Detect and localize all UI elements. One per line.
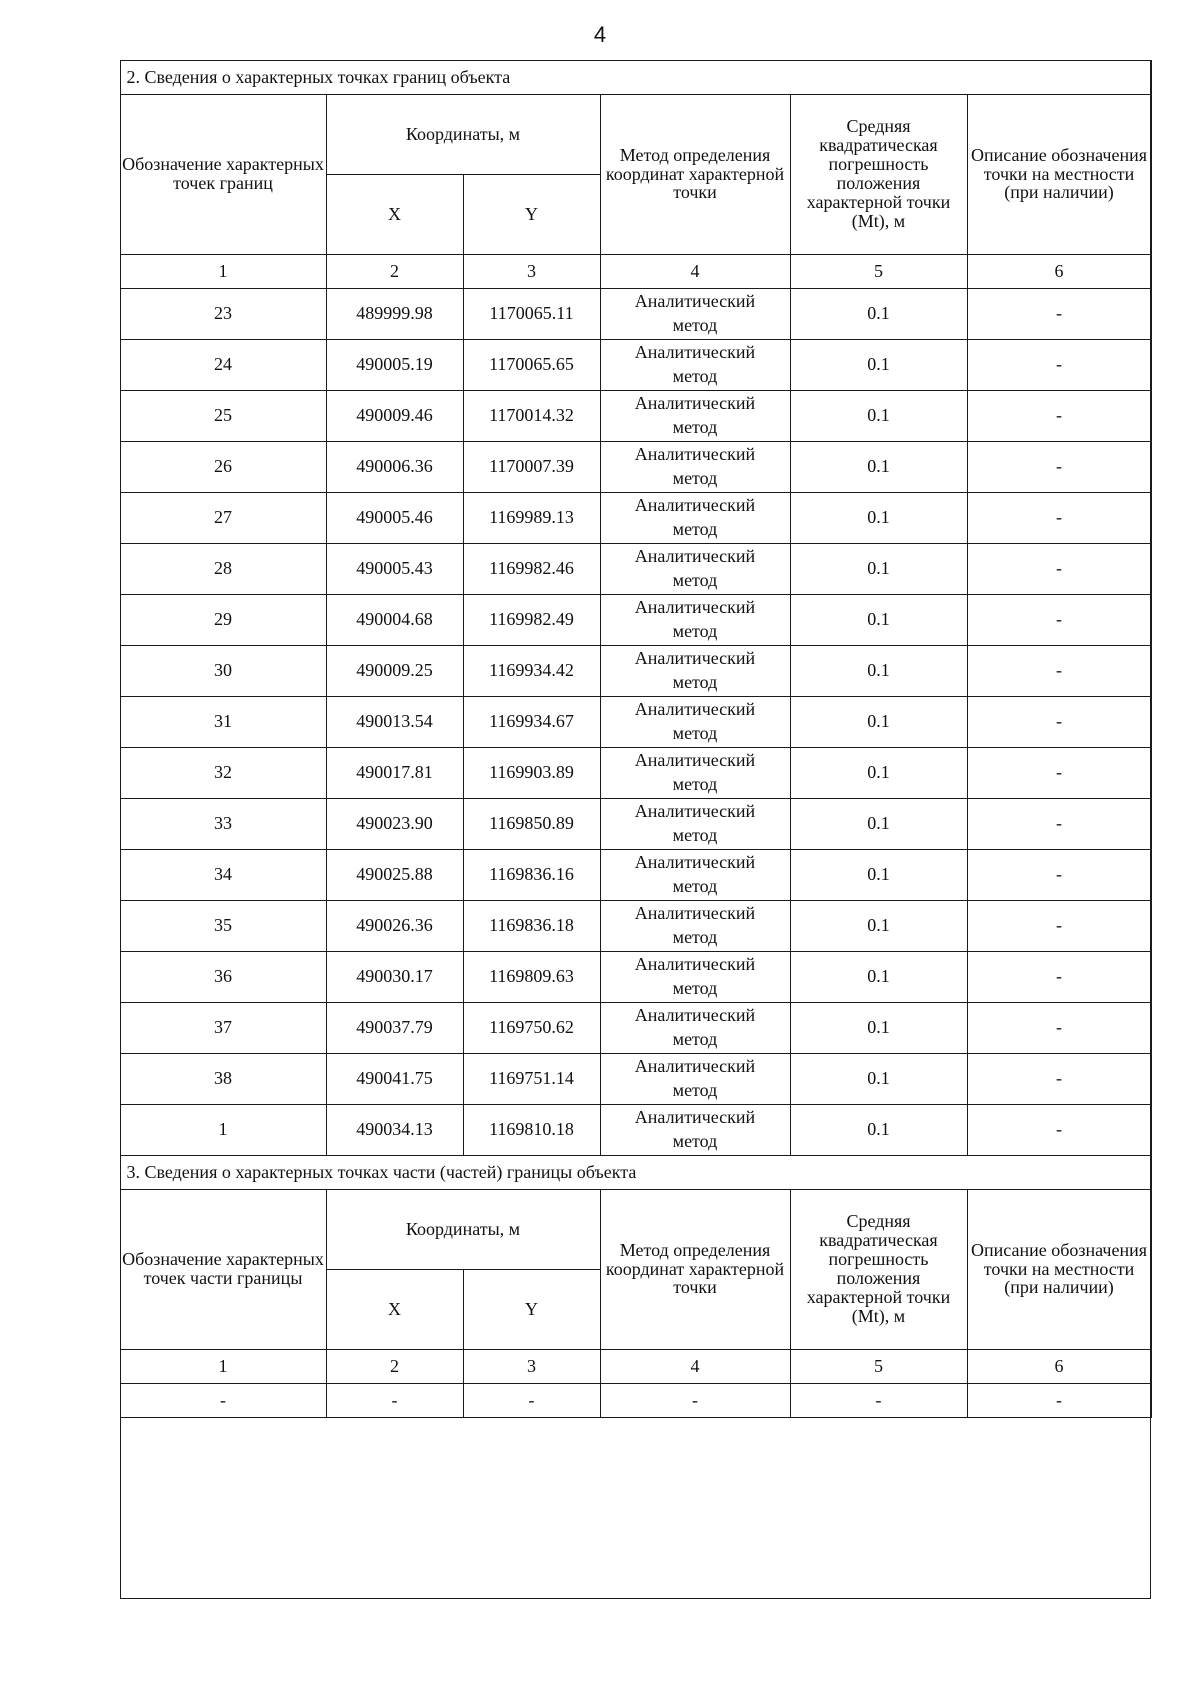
column-number: 4: [600, 254, 790, 288]
y-cell: 1169836.16: [463, 849, 600, 900]
y-cell: 1170007.39: [463, 441, 600, 492]
table-row: [120, 288, 1151, 339]
error-cell: 0.1: [790, 441, 967, 492]
method-cell: [600, 951, 790, 1002]
error-cell: 0.1: [790, 696, 967, 747]
description-cell: -: [967, 849, 1151, 900]
method-cell: [600, 441, 790, 492]
x-cell: 490005.43: [326, 543, 463, 594]
description-cell: -: [967, 1104, 1151, 1155]
table-row: [120, 1383, 1151, 1417]
error-cell: 0.1: [790, 492, 967, 543]
section2-column-numbers: [120, 254, 1151, 288]
point-cell: 24: [120, 339, 326, 390]
y-cell: 1170014.32: [463, 390, 600, 441]
x-cell: 490025.88: [326, 849, 463, 900]
column-number: 6: [967, 1349, 1151, 1383]
section3-title-row: [120, 1155, 1151, 1189]
header-x: X: [326, 1269, 463, 1349]
method-cell: [600, 1002, 790, 1053]
table-row: [120, 441, 1151, 492]
point-cell: 32: [120, 747, 326, 798]
column-number: 3: [463, 1349, 600, 1383]
header-error: Средняя квадратическая погрешность положения характерной точки (Mt), м: [790, 94, 967, 254]
method-cell: [600, 543, 790, 594]
table-row: [120, 900, 1151, 951]
error-cell: 0.1: [790, 1002, 967, 1053]
header-x: X: [326, 174, 463, 254]
error-cell: 0.1: [790, 390, 967, 441]
error-cell: -: [790, 1383, 967, 1417]
point-cell: -: [120, 1383, 326, 1417]
y-cell: 1169982.46: [463, 543, 600, 594]
table-row: [120, 798, 1151, 849]
column-number: 6: [967, 254, 1151, 288]
method-text: Аналитический метод: [634, 495, 756, 539]
point-cell: 26: [120, 441, 326, 492]
points-table: [120, 60, 1152, 1418]
y-cell: 1169934.42: [463, 645, 600, 696]
point-cell: 30: [120, 645, 326, 696]
method-text: Аналитический метод: [634, 648, 756, 692]
error-cell: 0.1: [790, 543, 967, 594]
y-cell: 1169934.67: [463, 696, 600, 747]
y-cell: 1169750.62: [463, 1002, 600, 1053]
page-number: 4: [593, 22, 607, 47]
method-cell: [600, 747, 790, 798]
description-cell: -: [967, 492, 1151, 543]
point-cell: 35: [120, 900, 326, 951]
section2-rows: [120, 288, 1151, 1155]
method-text: Аналитический метод: [634, 852, 756, 896]
description-cell: -: [967, 798, 1151, 849]
table-row: [120, 339, 1151, 390]
x-cell: 490023.90: [326, 798, 463, 849]
method-text: Аналитический метод: [634, 393, 756, 437]
description-cell: -: [967, 1053, 1151, 1104]
method-text: Аналитический метод: [634, 342, 756, 386]
header-coordinates: Координаты, м: [326, 1189, 600, 1269]
y-cell: 1169982.49: [463, 594, 600, 645]
method-text: Аналитический метод: [634, 903, 756, 947]
method-cell: -: [600, 1383, 790, 1417]
x-cell: 490037.79: [326, 1002, 463, 1053]
error-cell: 0.1: [790, 951, 967, 1002]
method-cell: [600, 849, 790, 900]
error-cell: 0.1: [790, 1104, 967, 1155]
description-cell: -: [967, 696, 1151, 747]
method-cell: [600, 645, 790, 696]
y-cell: 1169836.18: [463, 900, 600, 951]
method-text: Аналитический метод: [634, 546, 756, 590]
table-row: [120, 645, 1151, 696]
x-cell: 490005.19: [326, 339, 463, 390]
description-cell: -: [967, 1002, 1151, 1053]
method-cell: [600, 288, 790, 339]
y-cell: 1169850.89: [463, 798, 600, 849]
y-cell: -: [463, 1383, 600, 1417]
method-cell: [600, 1104, 790, 1155]
section2-title-row: [120, 60, 1151, 94]
description-cell: -: [967, 390, 1151, 441]
y-cell: 1170065.65: [463, 339, 600, 390]
header-description: Описание обозначения точки на местности (при наличии): [967, 1189, 1151, 1349]
column-number: 5: [790, 1349, 967, 1383]
method-cell: [600, 1053, 790, 1104]
header-method: Метод определения координат характерной точки: [600, 1189, 790, 1349]
section2-header-row: [120, 94, 1151, 174]
header-description: Описание обозначения точки на местности (при наличии): [967, 94, 1151, 254]
section3-title: 3. Сведения о характерных точках части (частей) границы объекта: [120, 1155, 1151, 1189]
header-method: Метод определения координат характерной точки: [600, 94, 790, 254]
y-cell: 1169809.63: [463, 951, 600, 1002]
method-cell: [600, 798, 790, 849]
section2-title: 2. Сведения о характерных точках границ объекта: [120, 60, 1151, 94]
method-text: Аналитический метод: [634, 954, 756, 998]
x-cell: -: [326, 1383, 463, 1417]
table-row: [120, 951, 1151, 1002]
table-row: [120, 747, 1151, 798]
description-cell: -: [967, 1383, 1151, 1417]
x-cell: 490009.25: [326, 645, 463, 696]
y-cell: 1170065.11: [463, 288, 600, 339]
point-cell: 28: [120, 543, 326, 594]
description-cell: -: [967, 288, 1151, 339]
document-sheet: [120, 60, 1151, 1599]
y-cell: 1169989.13: [463, 492, 600, 543]
point-cell: 38: [120, 1053, 326, 1104]
section3-column-numbers: [120, 1349, 1151, 1383]
point-cell: 23: [120, 288, 326, 339]
error-cell: 0.1: [790, 798, 967, 849]
column-number: 1: [120, 254, 326, 288]
method-text: Аналитический метод: [634, 291, 756, 335]
description-cell: -: [967, 900, 1151, 951]
description-cell: -: [967, 951, 1151, 1002]
header-designation: Обозначение характерных точек границ: [120, 94, 326, 254]
section3-header-row: [120, 1189, 1151, 1269]
method-text: Аналитический метод: [634, 1056, 756, 1100]
description-cell: -: [967, 543, 1151, 594]
table-row: [120, 849, 1151, 900]
column-number: 4: [600, 1349, 790, 1383]
error-cell: 0.1: [790, 288, 967, 339]
y-cell: 1169810.18: [463, 1104, 600, 1155]
method-text: Аналитический метод: [634, 444, 756, 488]
table-row: [120, 1053, 1151, 1104]
point-cell: 29: [120, 594, 326, 645]
method-text: Аналитический метод: [634, 1107, 756, 1151]
header-y: Y: [463, 174, 600, 254]
x-cell: 490030.17: [326, 951, 463, 1002]
description-cell: -: [967, 747, 1151, 798]
y-cell: 1169751.14: [463, 1053, 600, 1104]
error-cell: 0.1: [790, 645, 967, 696]
description-cell: -: [967, 594, 1151, 645]
x-cell: 490006.36: [326, 441, 463, 492]
header-coordinates: Координаты, м: [326, 94, 600, 174]
header-error: Средняя квадратическая погрешность положения характерной точки (Mt), м: [790, 1189, 967, 1349]
x-cell: 489999.98: [326, 288, 463, 339]
table-row: [120, 594, 1151, 645]
method-text: Аналитический метод: [634, 1005, 756, 1049]
error-cell: 0.1: [790, 849, 967, 900]
point-cell: 1: [120, 1104, 326, 1155]
point-cell: 25: [120, 390, 326, 441]
point-cell: 34: [120, 849, 326, 900]
method-cell: [600, 390, 790, 441]
point-cell: 27: [120, 492, 326, 543]
column-number: 2: [326, 1349, 463, 1383]
column-number: 3: [463, 254, 600, 288]
description-cell: -: [967, 645, 1151, 696]
table-row: [120, 1002, 1151, 1053]
method-text: Аналитический метод: [634, 750, 756, 794]
column-number: 1: [120, 1349, 326, 1383]
point-cell: 31: [120, 696, 326, 747]
error-cell: 0.1: [790, 900, 967, 951]
x-cell: 490013.54: [326, 696, 463, 747]
error-cell: 0.1: [790, 1053, 967, 1104]
method-cell: [600, 492, 790, 543]
x-cell: 490034.13: [326, 1104, 463, 1155]
method-cell: [600, 594, 790, 645]
method-text: Аналитический метод: [634, 801, 756, 845]
x-cell: 490026.36: [326, 900, 463, 951]
table-row: [120, 543, 1151, 594]
x-cell: 490005.46: [326, 492, 463, 543]
y-cell: 1169903.89: [463, 747, 600, 798]
method-cell: [600, 339, 790, 390]
method-text: Аналитический метод: [634, 699, 756, 743]
point-cell: 37: [120, 1002, 326, 1053]
point-cell: 33: [120, 798, 326, 849]
error-cell: 0.1: [790, 339, 967, 390]
point-cell: 36: [120, 951, 326, 1002]
column-number: 5: [790, 254, 967, 288]
error-cell: 0.1: [790, 747, 967, 798]
table-row: [120, 390, 1151, 441]
method-text: Аналитический метод: [634, 597, 756, 641]
header-designation: Обозначение характерных точек части границы: [120, 1189, 326, 1349]
header-y: Y: [463, 1269, 600, 1349]
table-row: [120, 1104, 1151, 1155]
x-cell: 490004.68: [326, 594, 463, 645]
method-cell: [600, 696, 790, 747]
x-cell: 490009.46: [326, 390, 463, 441]
description-cell: -: [967, 441, 1151, 492]
x-cell: 490041.75: [326, 1053, 463, 1104]
column-number: 2: [326, 254, 463, 288]
x-cell: 490017.81: [326, 747, 463, 798]
table-row: [120, 696, 1151, 747]
table-row: [120, 492, 1151, 543]
description-cell: -: [967, 339, 1151, 390]
section3-rows: [120, 1383, 1151, 1417]
error-cell: 0.1: [790, 594, 967, 645]
method-cell: [600, 900, 790, 951]
